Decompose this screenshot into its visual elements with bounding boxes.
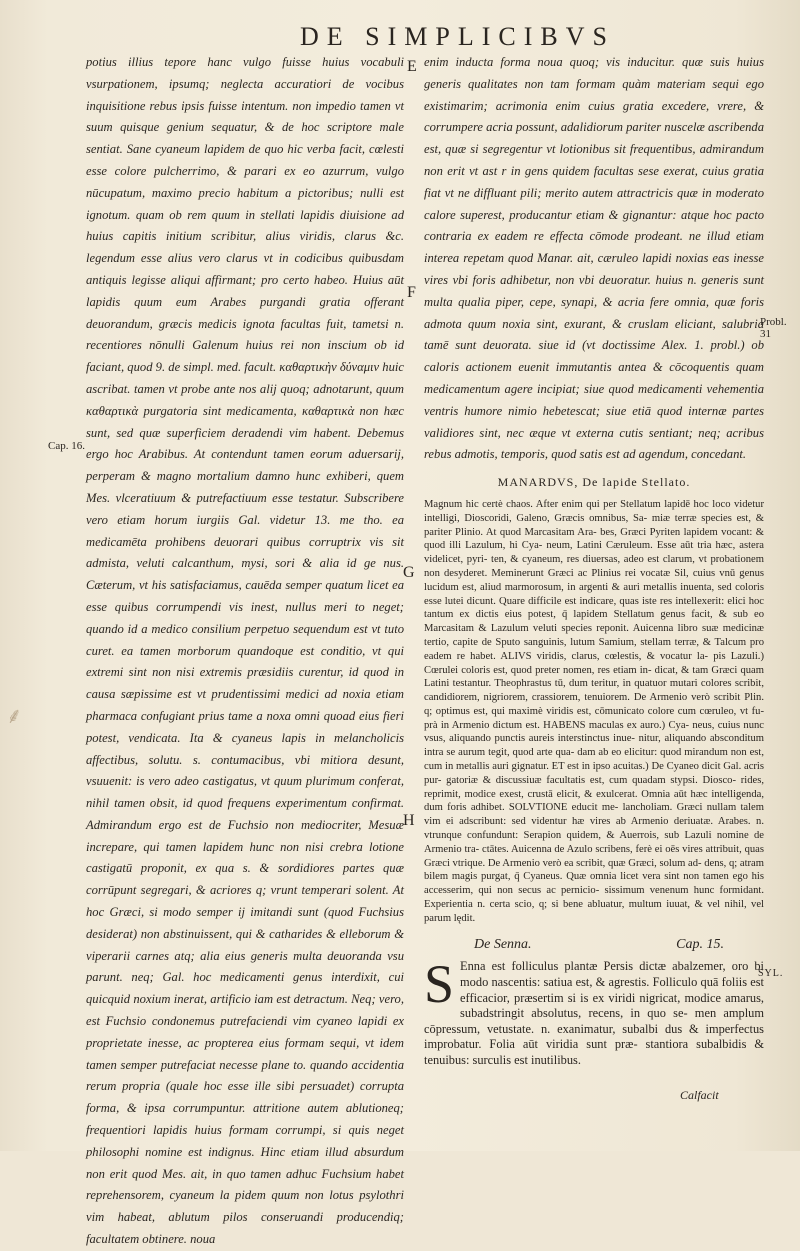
margin-note-cap: Cap. 16. [48, 440, 85, 452]
senna-paragraph [424, 954, 764, 1068]
left-column [86, 52, 404, 1251]
margin-note-probl: Probl. 31 [760, 316, 787, 340]
handwritten-scribble: ⸙ [6, 703, 23, 728]
left-column-text: potius illius tepore hanc vulgo fuisse huius vocabuli vsurpationem, ipsumq; neglecta accuratiori de vocibus inquisitione rebus ipsis fuisse intentum. non impedio tamen vt suum quisque genium sequatur, & de hoc scriptore male sentiat. Sane cyaneum lapidem de quo hic verba facit, cœlesti esse colore pulcherrimo, & parari ex eo azurrum, vulgo nūcupatum, maximo precio habitum a pictoribus; nulli est ignotum. quam ob rem quum in stellati lapidis diuisione ad huius capitis initium scribitur, alius viridis, clarus &c. legendum esse alius vero clarus vt in codicibus quibusdam antiquis legisse aliqui affirmant; pro certo habeo. Huius aūt lapidis quum eum Arabes purgandi gratia offerant deuorandum, græcis medicis ignota facultas fuit, tametsi n. recentiores nōnulli Galenum huius rei non inscium ob id faciant, quod 9. de simpl. med. facult. καθαρτικὴν δύναμιν huic ascribat. tamen vt probe ante nos alij quoq; adnotarunt, quum καθαρτικὰ purgatoria sint medicamenta, καθαρτικὰ non hæc sunt, sed quæ superficiem deradendi vim habent. Debemus ergo hoc Arabibus. At contendunt tamen eorum aduersarij, perperam & magno mortalium damno hunc exhiberi, quem Mes. vlceratiuum & putrefactiuum esse testatur. Subscribere vero etiam horum iurgiis Gal. videtur 13. me tho. ea medicamēta prohibens deuorari quibus corruptrix vis sit admista, veluti calcanthum, mysi, sori & alia id ge nus. Cæterum, vt his satisfaciamus, cauēda semper quatum licet ea esse quibus corrumpendi vis inest, nullus meri to neget; quando id a medico consilium perpetuo sequendum est vt tuto curet. ea tamen morborum quandoque est conditio, vt qui extremi sint non nisi extremis præsidiis curentur, id quod in causa sæpissime est vt prudentissimi medici ad noxia etiam pharmaca confugiant prius tame a noxa omni quoad eius fieri potest, vendicata. Ita & cyaneus lapis in melancholicis affectibus, solutu. s. contumacibus, vbi mitiora desunt, vsuuenit: is vero adeo castigatus, vt quum plurimum conferat, nihil tamen obsit, id quod frequens experimentum confirmat. Admirandum ergo est de Fuchsio non mediocriter, Mesuæ increpare, qui tamen lapidem hunc non nisi crebra lotione castigatū proponit, ex qua s. & sordidiores partes quæ corrūpunt segregari, & acriores q; vrunt temperari solent. At hoc Græci, si modo semper ij imitandi sunt (quod Fuchsius desiderat) non abstinuissent, qui & catharides & elleborum & viperarii carnes atq; alia eius generis multa deuoranda vsu parunt. neq; Gal. hoc medicamenti genus interdixit, cui quicquid noxium inerat, artificio iam est detractum. Neq; vero, est Fuchsio condonemus putrefaciendi vim cyaneo lapidi ex proprietate inesse, ac propterea eius formam sequi, vt idem tamen semper putrefaciat necesse plane to. quando accidentia rerum propria (quale hoc esse ille sibi persuadet) corrupta forma, & ipsa corrumpuntur. attritione autem ablutioneq; frequentiori lapidis huius formam corrumpi, si quis neget philosophi nomine est indignus. Hinc etiam illud absurdum non erit quod Mes. ait, in quo tamen adhuc Fuchsium habet reprehensorem, cyaneum la pidem quum non lotus psylothri vim habeat, ablutum pilos conseruandi producendiq; facultatem obtinere. noua [86, 55, 404, 1247]
margin-letter-g: G [403, 564, 415, 581]
margin-letter-f: F [407, 284, 416, 301]
margin-note-syl: SYL. [758, 968, 784, 979]
margin-letter-h: H [403, 812, 415, 829]
chapter-heading [424, 934, 764, 956]
senna-text: Enna est folliculus plantæ Persis dictæ abalzemer, oro bi modo nascentis: satiua est, & agrestis. Folliculo quā foliis est efficacior, præsertim si is ex viridi nigricat, modice amarus, subadstringit absolutus, recens, in quo se- men amplum cōpressum, vetustate. n. exanimatur, subalbi dus & imperfectus improbatur. Folia aūt viridia sunt præ- stantiora subalbidis & tenuibus: surculis est inutilibus. [424, 959, 764, 1067]
manardus-text: Magnum hic certè chaos. After enim qui per Stellatum lapidē hoc loco videtur intelligi, Dioscoridi, Galeno, Græcis omnibus, Sa- miæ terræ species est, & pariter Plinio. At quod Marcasitam Ara- bes, Græci Pyriten lapidem vocant: & quod illi Lazulum, hi Cya- neum, Latini Cæruleum. Esse aūt tria hæc, astera videlicet, pyri- ten, & cyaneum, res diuersas, adeo est clarum, vt probationem non desyderet. Meminerunt Græci ac Plinius rei vocatæ Sil, cuius vnū genus lucidum est, aliud marmorosum, in argenti & auri metallis inuenta, sed coloris esse lutei dicunt. Quare difficile est indicare, quas iste res intellexerit: elici hoc tantum ex dictis eius potest, q̄ lapidem Stellatum genus facit, & sub eo Marcasitam & Lazulum veluti species reponit. Auicenna libro suæ medicinæ tertio, capite de Sputo sanguinis, lutum Samium, stellam terræ, & Talcum pro eadem re habet. ALIVS viridis, clarus, cœlestis, & vocatur la- pis Lazuli.) Cœrulei coloris est, quod preter nomen, res etiam in- dicat, & tam Græci quam Latini testantur. Theophrastus tū, dum teritur, in quatuor mutari colores scribit, candidiorem, nigriorem, crassiorem, tenuiorem. De Armenio verò scribit Plin. q; optimus est, qui maximè viridis est, cōmunicato colore cum cœruleo, vt fu- prà in Armenio dictum est. HABENS maculas ex auro.) Cya- neus, cuius nunc vsus, aliquando punctis aureis interstinctus inue- nitur, aliquando absconditum intra se aurum tegit, quod arte qua- dam ab eo elicitur: quod mirandum non est, cum in metallis auri gignatur. ET est in ipso acuitas.) De Cyaneo dicit Gal. acris pur- gatoriæ & discussiuæ facultatis est, cum quadam stypsi. Diosco- rides, reprimit, modice exest, crustā elicit, & exulcerat. Omnia aūt hæc intelligenda, dum foris adhibet. SOLVTIONE educit me- lancholiam. Græci nullam talem vim ei adscribunt: sed videntur hæ vires ab Armenio deriuatæ. Arabes. n. vtrunque confundunt: Serapion quidem, & Auerrois, sub Lazuli nomine de Armenio tra- ctātes. Auicenna de Azulo scribens, ferè ei oēs vires attribuit, quas Græci vtrique. De Armenio verò ea scribit, quæ Græci, solum ad- dens, q; atram bilem magis purgat, q̄ Cyaneus. Quæ omnia licet vera sint non tamen ego his accesserim, qui non secus ac pernicio- sissimum venenum hunc formidant. Experientia n. certa scio, q; si bene abluatur, multum iuuat, & vel nihil, vel parum lędit. [424, 498, 764, 924]
drop-cap: S [424, 954, 455, 1015]
chapter-number: Cap. 15. [676, 936, 724, 952]
margin-letter-e: E [407, 58, 417, 75]
custos-right: Calfacit [680, 1088, 719, 1102]
running-head: DE SIMPLICIBVS [300, 22, 615, 51]
right-column-italic-text: enim inducta forma noua quoq; vis inducitur. quæ suis huius generis qualitates non tam formam quàm materiam sequi ego existimarim; acrimonia enim cuius gratia excedere, vrere, & corrumpere acria possunt, adalidiorum pariter nuscelæ ascribenda est, quæ si segregentur vt lotionibus sit frequentibus, admirandum non erit vt ast r in gens quidem facultas sese exerat, cuius gratia fiat vt ne diffluant pili; merito autem attractricis quæ in moderato calore superest, producantur etiam & gignantur: atque hoc pacto contraria ex eadem re effecta cōmode prodeant. ne illud etiam interea repetam quod Manar. ait, cæruleo lapidi noxias eas inesse vires vbi foris adhibetur, non vbi deuoratur. huius n. generis sunt multa qualia piper, cepe, synapi, & acria fere omnia, quæ foris admota quum noxia sint, exurant, & cruslam eliciant, salubria tamē sunt deuorata. siue id (vt doctissime Alex. 1. probl.) ob caloris actionem euenit immutantis antea & cōcoquentis quam medicamentum agere incipiat; siue quod medicamenti vehementia ventris humore nimio hebetescat; siue etiā quod internæ partes validiores sint, nec æque vt externa cutis sentiant; neq; acribus rebus admotis, temporis, quod satis est ad agendum, concedant. [424, 55, 764, 462]
chapter-title: De Senna. [474, 936, 532, 952]
right-column [424, 52, 764, 1069]
manardus-heading: MANARDVS, De lapide Stellato. [497, 475, 691, 490]
